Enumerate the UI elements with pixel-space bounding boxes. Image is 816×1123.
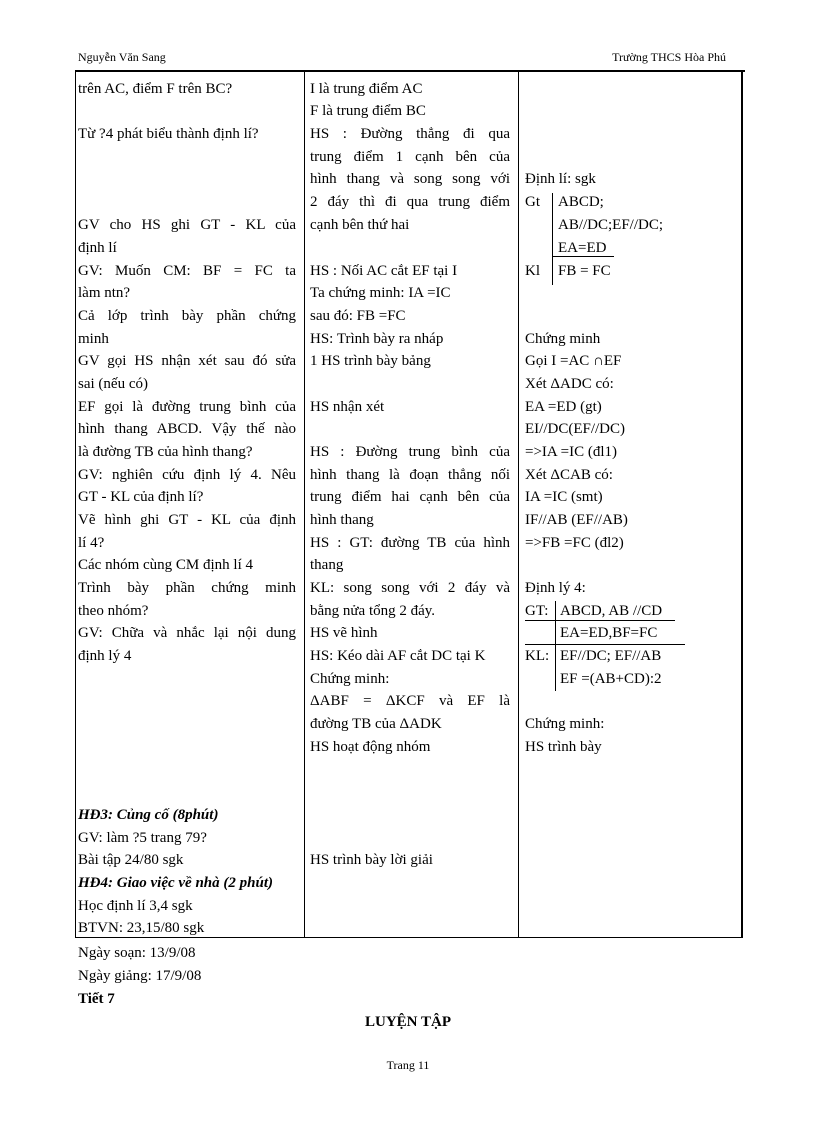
col2-line: HS : Nối AC cắt EF tại I <box>310 263 458 279</box>
col2-line: I là trung điểm AC <box>310 81 423 97</box>
col1-line: GV: Muốn CM: BF = FC ta <box>78 263 296 279</box>
col2-line: hình thang là đoạn thẳng nối <box>310 467 510 483</box>
col2-line: hình thang <box>310 512 374 528</box>
proof-line: Chứng minh <box>525 331 601 347</box>
proof-line: Xét ΔCAB có: <box>525 467 613 483</box>
gt-kl-vertical-rule <box>552 193 553 285</box>
gt4-line: EA=ED,BF=FC <box>560 625 658 641</box>
col2-line: HS trình bày lời giải <box>310 852 433 868</box>
kl-line: FB = FC <box>558 263 611 279</box>
col1-line: minh <box>78 331 109 347</box>
col2-line: HS nhận xét <box>310 399 385 415</box>
col1-line: EF gọi là đường trung bình của <box>78 399 296 415</box>
col1-line: làm ntn? <box>78 285 131 301</box>
col1-line: theo nhóm? <box>78 603 149 619</box>
col2-line: ΔABF = ΔKCF và EF là <box>310 693 510 709</box>
proof-line: EA =ED (gt) <box>525 399 602 415</box>
col1-line: Từ ?4 phát biểu thành định lí? <box>78 126 259 142</box>
col1-line: GV gọi HS nhận xét sau đó sửa <box>78 353 296 369</box>
column-divider-2 <box>518 72 519 937</box>
hd3-line: GV: làm ?5 trang 79? <box>78 830 207 846</box>
gt-line: AB//DC;EF//DC; <box>558 217 664 233</box>
gt-line: EA=ED <box>558 240 607 256</box>
proof-line: IF//AB (EF//AB) <box>525 512 628 528</box>
gt4-line: ABCD, AB //CD <box>560 603 663 619</box>
col2-line: đường TB của ΔADK <box>310 716 442 732</box>
theorem4-label: Định lý 4: <box>525 580 586 596</box>
col2-line: HS: Kéo dài AF cắt DC tại K <box>310 648 486 664</box>
kl-label: Kl <box>525 263 540 279</box>
col1-line: Các nhóm cùng CM định lí 4 <box>78 557 253 573</box>
col2-line: HS : Đường thẳng đi qua <box>310 126 510 142</box>
header-school: Trường THCS Hòa Phú <box>612 50 726 64</box>
gt4-kl4-vertical-rule <box>555 601 556 691</box>
col1-line: lí 4? <box>78 535 105 551</box>
col2-line: HS hoạt động nhóm <box>310 739 431 755</box>
proof-line: Gọi I =AC ∩EF <box>525 353 622 369</box>
col2-line: Ta chứng minh: IA =IC <box>310 285 451 301</box>
col1-line: hình thang ABCD. Vậy thế nào <box>78 421 296 437</box>
proof-line: Xét ΔADC có: <box>525 376 614 392</box>
col1-line: GT - KL của định lí? <box>78 489 204 505</box>
col2-line: F là trung điểm BC <box>310 103 426 119</box>
col2-line: Chứng minh: <box>310 671 390 687</box>
col2-line: hình thang và song song với <box>310 171 510 187</box>
section-title: LUYỆN TẬP <box>365 1014 451 1030</box>
kl4-line: EF//DC; EF//AB <box>560 648 662 664</box>
proof-line: IA =IC (smt) <box>525 489 603 505</box>
gt4-upper-rule <box>525 620 675 621</box>
period-label: Tiết 7 <box>78 991 115 1007</box>
theorem-label: Định lí: sgk <box>525 171 596 187</box>
teach-date: Ngày giảng: 17/9/08 <box>78 968 202 984</box>
header-author: Nguyễn Văn Sang <box>78 50 166 64</box>
col1-line: GV: Chữa và nhắc lại nội dung <box>78 625 296 641</box>
col1-line: định lý 4 <box>78 648 132 664</box>
col1-line: là đường TB của hình thang? <box>78 444 253 460</box>
col1-line: định lí <box>78 240 117 256</box>
hd4-line: Học định lí 3,4 sgk <box>78 898 193 914</box>
gt4-kl4-rule <box>525 644 685 645</box>
page-number: Trang 11 <box>386 1058 430 1072</box>
col1-line: sai (nếu có) <box>78 376 148 392</box>
col1-line: GV cho HS ghi GT - KL của <box>78 217 296 233</box>
proof2-line: Chứng minh: <box>525 716 605 732</box>
hd4-title: HĐ4: Giao việc về nhà (2 phút) <box>78 875 273 891</box>
col1-line: trên AC, điểm F trên BC? <box>78 81 233 97</box>
col2-line: sau đó: FB =FC <box>310 308 406 324</box>
col2-line: KL: song song với 2 đáy và <box>310 580 510 596</box>
col2-line: HS: Trình bày ra nháp <box>310 331 444 347</box>
col2-line: HS vẽ hình <box>310 625 378 641</box>
hd3-title: HĐ3: Củng cố (8phút) <box>78 807 219 823</box>
hd3-line: Bài tập 24/80 sgk <box>78 852 184 868</box>
col2-line: bằng nửa tổng 2 đáy. <box>310 603 436 619</box>
col2-line: 2 đáy thì đi qua trung điểm <box>310 194 510 210</box>
kl4-line: EF =(AB+CD):2 <box>560 671 662 687</box>
col1-line: Vẽ hình ghi GT - KL của định <box>78 512 296 528</box>
gt4-label: GT: <box>525 603 549 619</box>
proof2-line: HS trình bày <box>525 739 602 755</box>
gt-line: ABCD; <box>558 194 604 210</box>
proof-line: =>IA =IC (đl1) <box>525 444 618 460</box>
gt-kl-horizontal-rule <box>552 256 614 257</box>
column-divider-1 <box>304 72 305 937</box>
proof-line: =>FB =FC (đl2) <box>525 535 624 551</box>
col1-line: GV: nghiên cứu định lý 4. Nêu <box>78 467 296 483</box>
col1-line: Cả lớp trình bày phần chứng <box>78 308 296 324</box>
col2-line: cạnh bên thứ hai <box>310 217 410 233</box>
col2-line: 1 HS trình bày bảng <box>310 353 431 369</box>
col1-line: Trình bày phần chứng minh <box>78 580 296 596</box>
gt-label: Gt <box>525 194 540 210</box>
col2-line: thang <box>310 557 344 573</box>
col2-line: HS : Đường trung bình của <box>310 444 510 460</box>
col2-line: trung điểm hai cạnh bên của <box>310 489 510 505</box>
col2-line: trung điểm 1 cạnh bên của <box>310 149 510 165</box>
hd4-line: BTVN: 23,15/80 sgk <box>78 920 205 936</box>
kl4-label: KL: <box>525 648 550 664</box>
proof-line: EI//DC(EF//DC) <box>525 421 625 437</box>
col2-line: HS : GT: đường TB của hình <box>310 535 510 551</box>
prep-date: Ngày soạn: 13/9/08 <box>78 945 196 961</box>
